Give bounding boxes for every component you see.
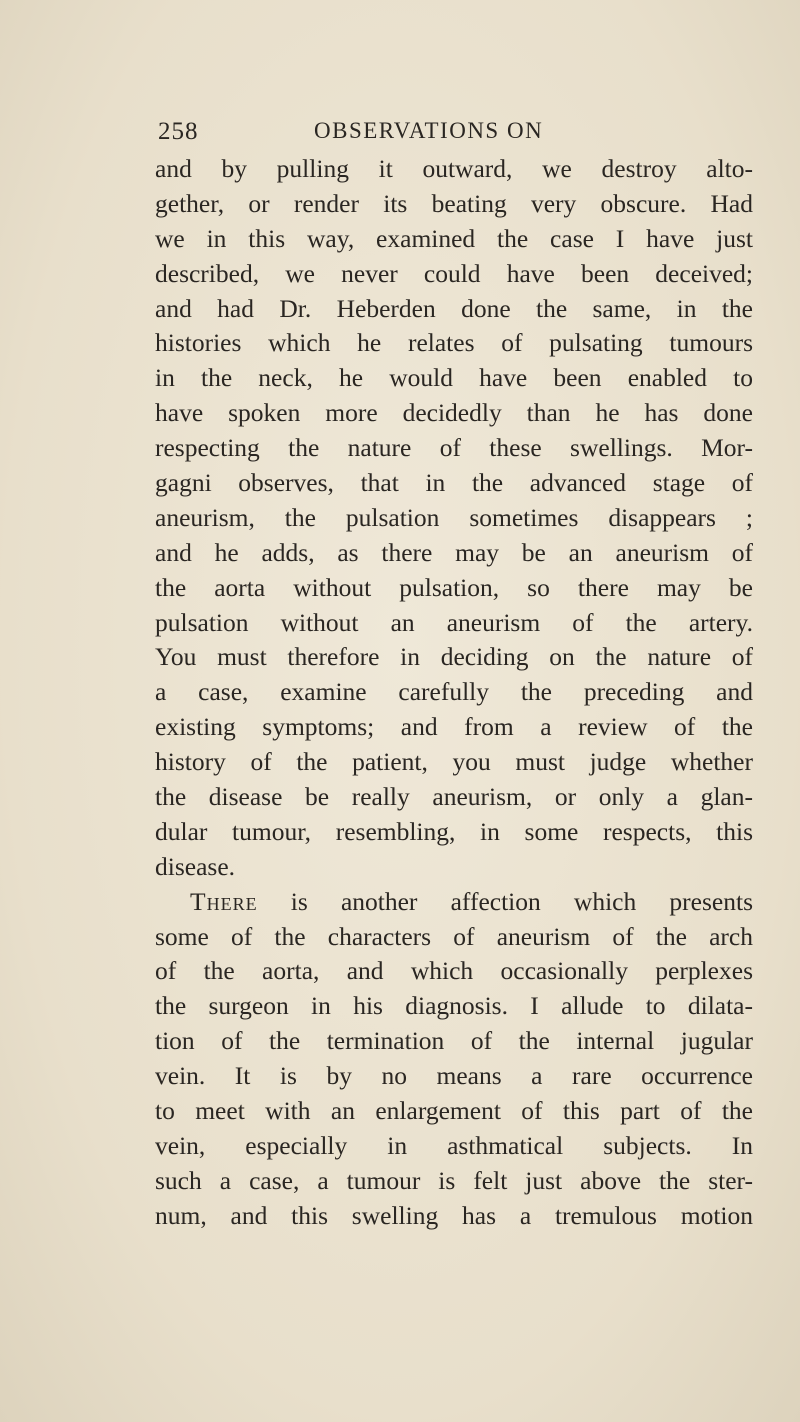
text-line: tion of the termination of the internal jugular	[155, 1026, 753, 1056]
text-line: dular tumour, resembling, in some respects, this	[155, 816, 753, 846]
text-line: gagni observes, that in the advanced stage of	[155, 468, 753, 498]
text-line: the disease be really aneurism, or only a glan-	[155, 782, 753, 812]
body-text	[155, 152, 753, 1234]
text-line: to meet with an enlargement of this part of the	[155, 1096, 753, 1126]
text-line: described, we never could have been deceived;	[155, 258, 753, 288]
paragraph-end-line: disease.	[155, 851, 236, 881]
running-head	[158, 118, 718, 150]
text-line: such a case, a tumour is felt just above the ster-	[155, 1165, 753, 1195]
text-line: we in this way, examined the case I have just	[155, 223, 753, 253]
text-line: vein, especially in asthmatical subjects. In	[155, 1130, 753, 1160]
text-line: You must therefore in deciding on the nature of	[155, 642, 753, 672]
text-line: the surgeon in his diagnosis. I allude to dilata-	[155, 991, 753, 1021]
text-line: aneurism, the pulsation sometimes disappears ;	[155, 502, 753, 532]
text-line: histories which he relates of pulsating tumours	[155, 328, 753, 358]
text-line: num, and this swelling has a tremulous motion	[155, 1200, 753, 1230]
text-line: vein. It is by no means a rare occurrence	[155, 1061, 753, 1091]
text-line: some of the characters of aneurism of the arch	[155, 921, 753, 951]
text-line: and had Dr. Heberden done the same, in the	[155, 293, 753, 323]
text-line: pulsation without an aneurism of the artery.	[155, 607, 753, 637]
text-line: respecting the nature of these swellings. Mor-	[155, 433, 753, 463]
text-line: and he adds, as there may be an aneurism of	[155, 537, 753, 567]
page-number: 258	[158, 118, 199, 145]
text-line: history of the patient, you must judge whether	[155, 747, 753, 777]
text-line: a case, examine carefully the preceding and	[155, 677, 753, 707]
text-line: in the neck, he would have been enabled to	[155, 363, 753, 393]
paragraph-start-line: There is another affection which presents	[190, 886, 753, 916]
text-line: of the aorta, and which occasionally perplexes	[155, 956, 753, 986]
text-line: gether, or render its beating very obscure. Had	[155, 188, 753, 218]
text-line: have spoken more decidedly than he has done	[155, 398, 753, 428]
text-line: the aorta without pulsation, so there may be	[155, 572, 753, 602]
running-head-title: OBSERVATIONS ON	[314, 118, 544, 143]
text-line: existing symptoms; and from a review of the	[155, 712, 753, 742]
text-line: and by pulling it outward, we destroy alto-	[155, 154, 753, 183]
